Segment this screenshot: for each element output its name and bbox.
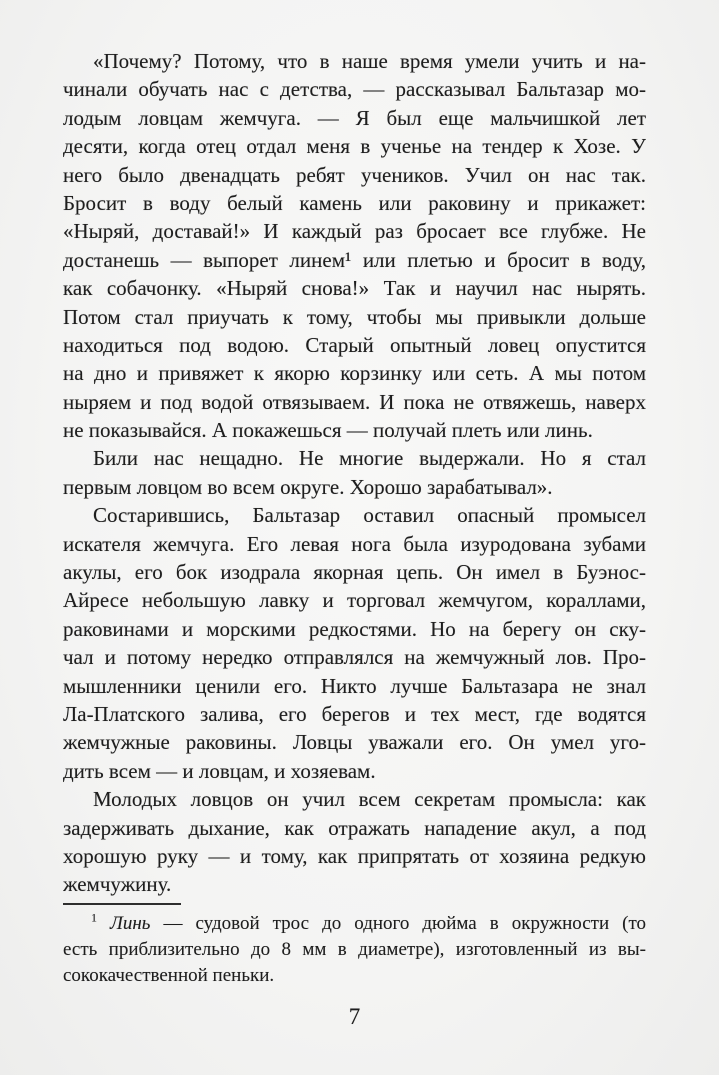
text-line: находиться под водою. Старый опытный ловец опустится [63, 332, 646, 357]
text-line: хорошую руку — и тому, как припрятать от хозяина редкую [63, 843, 646, 868]
text-line: на дно и привяжет к якорю корзинку или сеть. А мы потом [63, 361, 646, 386]
text-segment: — судовой трос до одного дюйма в окружности (то [150, 912, 646, 934]
text-column [63, 47, 646, 1030]
text-line: Айресе небольшую лавку и торговал жемчугом, кораллами, [63, 588, 646, 613]
text-line: ныряем и под водой отвязываем. И пока не отвяжешь, наверх [63, 389, 646, 414]
text-line: не показывайся. А покажешься — получай плеть или линь. [63, 418, 593, 443]
paragraph [63, 47, 646, 444]
text-line: задерживать дыхание, как отражать нападение акул, а под [63, 815, 646, 840]
text-line: десяти, когда отец отдал меня в ученье на тендер к Хозе. У [63, 134, 646, 159]
text-line: Потом стал приучать к тому, чтобы мы привыкли дольше [63, 304, 646, 329]
text-line: «Почему? Потому, что в наше время умели учить и на- [93, 49, 646, 73]
text-line: него было двенадцать ребят учеников. Учил он нас так. [63, 162, 646, 187]
footnote-separator [63, 903, 181, 905]
paragraph [63, 785, 646, 899]
paragraph [63, 444, 646, 501]
text-line: сококачественной пеньки. [63, 964, 275, 986]
text-line: Бросит в воду белый камень или раковину и прикажет: [63, 190, 646, 215]
text-segment: Линь [110, 912, 151, 934]
text-line: искателя жемчуга. Его левая нога была изуродована зубами [63, 531, 646, 556]
text-line: жемчужину. [63, 872, 172, 897]
text-line: лодым ловцам жемчуга. — Я был еще мальчишкой лет [63, 105, 646, 130]
text-line: Ла-Платского залива, его берегов и тех мест, где водятся [63, 701, 646, 726]
text-line: достанешь — выпорет линем¹ или плетью и бросит в воду, [63, 247, 646, 272]
text-segment: 1 [91, 910, 97, 925]
text-line: чинали обучать нас с детства, — рассказывал Бальтазар мо- [63, 77, 646, 102]
text-line: мышленники ценили его. Никто лучше Бальтазара не знал [63, 673, 646, 698]
text-line: «Ныряй, доставай!» И каждый раз бросает все глубже. Не [63, 219, 646, 244]
text-line: чал и потому нередко отправлялся на жемчужный лов. Про- [63, 645, 646, 670]
text-line: раковинами и морскими редкостями. Но на берегу он ску- [63, 616, 646, 641]
text-line: Состарившись, Бальтазар оставил опасный промысел [93, 503, 646, 528]
footnote [63, 911, 646, 989]
text-line: первым ловцом во всем округе. Хорошо зарабатывал». [63, 474, 553, 499]
text-line: Молодых ловцов он учил всем секретам промысла: как [93, 787, 646, 812]
paragraph [63, 501, 646, 785]
body-text [63, 47, 646, 899]
text-line: как собачонку. «Ныряй снова!» Так и научил нас нырять. [63, 276, 646, 301]
text-segment [97, 913, 110, 934]
text-line [63, 911, 646, 937]
text-line: есть приблизительно до 8 мм в диаметре), изготовленный из вы- [63, 938, 646, 960]
text-line: жемчужные раковины. Ловцы уважали его. Он умел уго- [63, 730, 646, 755]
text-line: дить всем — и ловцам, и хозяевам. [63, 758, 376, 783]
text-line: Били нас нещадно. Не многие выдержали. Но я стал [93, 446, 646, 471]
text-line: акулы, его бок изодрала якорная цепь. Он имел в Буэнос- [63, 560, 646, 585]
page-number: 7 [348, 1003, 361, 1029]
